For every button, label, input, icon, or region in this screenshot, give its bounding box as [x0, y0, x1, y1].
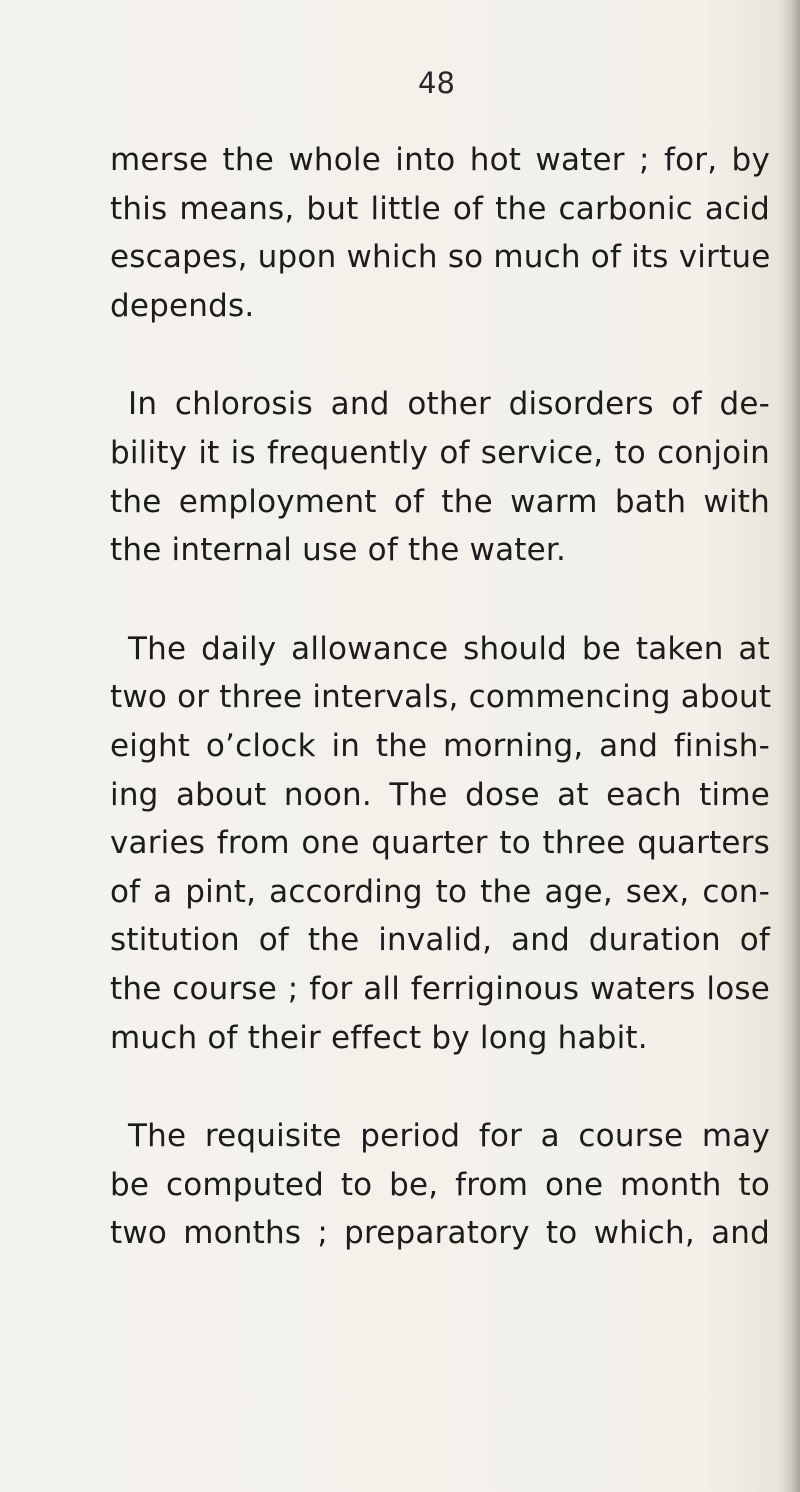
page-edge-shadow — [778, 0, 800, 1492]
text-line: the internal use of the water. — [110, 532, 567, 569]
text-line: two months ; preparatory to which, and — [110, 1215, 770, 1252]
paragraph-2 — [88, 380, 770, 574]
text-line: the course ; for all ferriginous waters lose — [110, 970, 770, 1007]
text-line: depends. — [110, 287, 255, 324]
page-number: 48 — [418, 66, 455, 100]
text-line: eight o’clock in the morning, and finish- — [110, 727, 770, 764]
text-line: varies from one quarter to three quarters — [110, 825, 770, 862]
text-line: of a pint, according to the age, sex, con- — [110, 873, 770, 910]
text-line: the employment of the warm bath with — [110, 483, 770, 520]
text-line: be computed to be, from one month to — [110, 1166, 770, 1203]
text-line: In chlorosis and other disorders of de- — [128, 386, 770, 423]
text-line: stitution of the invalid, and duration of — [110, 922, 770, 959]
paragraph-4 — [110, 1112, 770, 1258]
text-line: The requisite period for a course may — [128, 1118, 770, 1155]
text-line: two or three intervals, commencing about — [110, 679, 772, 716]
text-line: ing about noon. The dose at each time — [110, 776, 770, 813]
text-line: bility it is frequently of service, to conjoin — [110, 434, 770, 471]
text-line: this means, but little of the carbonic acid — [110, 190, 770, 227]
text-line: much of their effect by long habit. — [110, 1019, 648, 1056]
text-line: merse the whole into hot water ; for, by — [110, 142, 770, 178]
paragraph-3 — [110, 625, 770, 1062]
text-line: escapes, upon which so much of its virtue — [110, 239, 771, 276]
body-text — [110, 136, 770, 1308]
paragraph-1 — [110, 136, 770, 330]
text-line: The daily allowance should be taken at — [128, 630, 770, 667]
